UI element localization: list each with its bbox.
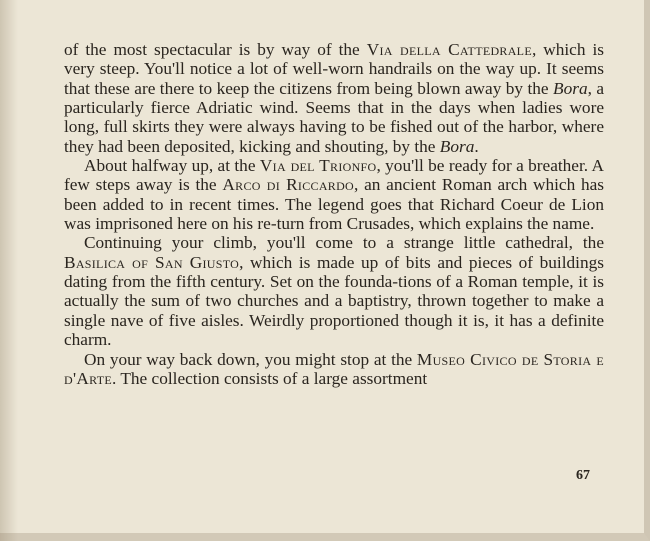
text-run: , you'll be ready for a breather. A few steps away is the — [64, 156, 604, 195]
emphasis-text: Bora — [439, 136, 475, 156]
place-name: Museo Civico de Storia e d'Arte — [64, 349, 604, 388]
emphasis-text: Bora — [553, 78, 588, 98]
paragraph — [64, 156, 604, 233]
text-run: , a particularly fierce Adriatic wind. Seems that in the days when ladies wore long, full skirts they were always having to be fished out of the harbor, where they had been deposited, kicking and shouting, by the — [64, 78, 604, 156]
text-run: Continuing your climb, you'll come to a strange little cathedral, the — [84, 233, 604, 253]
page-gutter-shadow — [0, 0, 18, 541]
text-run: . — [474, 136, 479, 156]
page-number: 67 — [576, 468, 590, 483]
place-name: Basilica of San Giusto — [64, 252, 240, 272]
text-run: About halfway up, at the — [84, 156, 260, 176]
text-run: , an ancient Roman arch which has been added to in recent times. The legend goes that Richard Coeur de Lion was imprisoned here on his re-turn from Crusades, which explains the name. — [64, 175, 605, 234]
text-run: , which is very steep. You'll notice a lot of well-worn handrails on the way up. It seems that these are there to keep the citizens from being blown away by the — [64, 40, 604, 98]
paragraph — [64, 40, 604, 156]
paragraph — [64, 350, 604, 389]
place-name: Arco di Riccardo — [222, 175, 355, 195]
text-run: , which is made up of bits and pieces of buildings dating from the fifth century. Set on the founda-tions of a Roman temple, it is actually the sum of two churches and a baptistry, thrown together to make a single nave of five aisles. Weirdly proportioned though it is, it has a definite charm. — [64, 252, 604, 350]
place-name: Via della Cattedrale — [366, 40, 532, 59]
text-run: On your way back down, you might stop at the — [84, 349, 417, 369]
paragraph — [64, 233, 604, 349]
place-name: Via del Trionfo — [259, 156, 377, 176]
text-run: . The collection consists of a large assortment — [112, 368, 428, 388]
text-run: of the most spectacular is by way of the — [64, 40, 367, 59]
body-text — [64, 40, 604, 388]
